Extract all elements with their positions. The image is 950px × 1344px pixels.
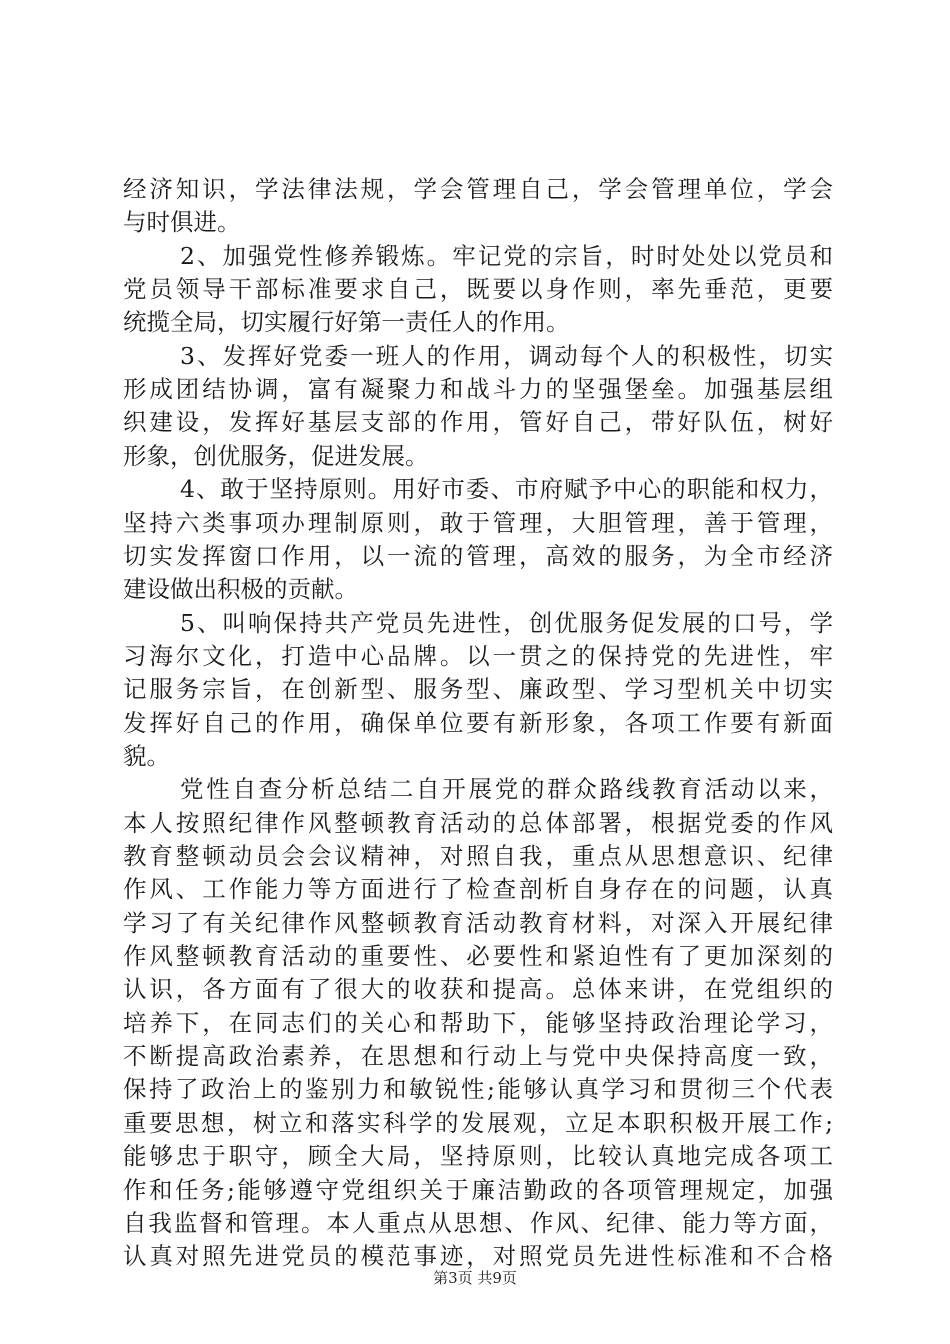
page-number-footer: 第3页 共9页 bbox=[433, 1269, 517, 1287]
text-line: 统揽全局，切实履行好第一责任人的作用。 bbox=[123, 308, 570, 336]
text-line: 党员领导干部标准要求自己，既要以身作则，率先垂范，更要 bbox=[123, 275, 833, 303]
text-line: 作风、工作能力等方面进行了检查剖析自身存在的问题，认真 bbox=[123, 875, 833, 903]
text-line: 党性自查分析总结二自开展党的群众路线教育活动以来， bbox=[180, 775, 833, 803]
text-line: 重要思想，树立和落实科学的发展观，立足本职积极开展工作; bbox=[123, 1109, 833, 1137]
text-line: 坚持六类事项办理制原则，敢于管理，大胆管理，善于管理， bbox=[123, 509, 833, 537]
text-line: 织建设，发挥好基层支部的作用，管好自己，带好队伍，树好 bbox=[123, 408, 833, 436]
text-line: 发挥好自己的作用，确保单位要有新形象，各项工作要有新面 bbox=[123, 709, 833, 737]
text-line: 切实发挥窗口作用，以一流的管理，高效的服务，为全市经济 bbox=[123, 542, 833, 570]
text-line: 记服务宗旨，在创新型、服务型、廉政型、学习型机关中切实 bbox=[123, 675, 833, 703]
text-line: 5、叫响保持共产党员先进性，创优服务促发展的口号，学 bbox=[180, 609, 833, 637]
text-line: 2、加强党性修养锻炼。牢记党的宗旨，时时处处以党员和 bbox=[180, 242, 833, 270]
text-line: 经济知识，学法律法规，学会管理自己，学会管理单位，学会 bbox=[123, 175, 833, 203]
text-line: 与时俱进。 bbox=[123, 208, 241, 236]
text-line: 形象，创优服务，促进发展。 bbox=[123, 442, 429, 470]
text-line: 自我监督和管理。本人重点从思想、作风、纪律、能力等方面， bbox=[123, 1209, 833, 1237]
text-line: 不断提高政治素养，在思想和行动上与党中央保持高度一致， bbox=[123, 1042, 833, 1070]
text-line: 4、敢于坚持原则。用好市委、市府赋予中心的职能和权力， bbox=[180, 475, 833, 503]
text-line: 建设做出积极的贡献。 bbox=[123, 575, 358, 603]
text-line: 认真对照先进党员的模范事迹，对照党员先进性标准和不合格 bbox=[123, 1242, 833, 1270]
text-line: 3、发挥好党委一班人的作用，调动每个人的积极性，切实 bbox=[180, 342, 833, 370]
text-line: 形成团结协调，富有凝聚力和战斗力的坚强堡垒。加强基层组 bbox=[123, 375, 833, 403]
text-line: 貌。 bbox=[123, 742, 170, 770]
text-line: 培养下，在同志们的关心和帮助下，能够坚持政治理论学习， bbox=[123, 1009, 833, 1037]
text-line: 保持了政治上的鉴别力和敏锐性;能够认真学习和贯彻三个代表 bbox=[123, 1075, 833, 1103]
text-line: 作和任务;能够遵守党组织关于廉洁勤政的各项管理规定，加强 bbox=[123, 1176, 833, 1204]
text-line: 本人按照纪律作风整顿教育活动的总体部署，根据党委的作风 bbox=[123, 809, 833, 837]
text-line: 认识，各方面有了很大的收获和提高。总体来讲，在党组织的 bbox=[123, 975, 833, 1003]
text-line: 作风整顿教育活动的重要性、必要性和紧迫性有了更加深刻的 bbox=[123, 942, 833, 970]
text-line: 习海尔文化，打造中心品牌。以一贯之的保持党的先进性，牢 bbox=[123, 642, 833, 670]
text-line: 能够忠于职守，顾全大局，坚持原则，比较认真地完成各项工 bbox=[123, 1142, 833, 1170]
text-line: 教育整顿动员会会议精神，对照自我，重点从思想意识、纪律 bbox=[123, 842, 833, 870]
text-line: 学习了有关纪律作风整顿教育活动教育材料，对深入开展纪律 bbox=[123, 909, 833, 937]
